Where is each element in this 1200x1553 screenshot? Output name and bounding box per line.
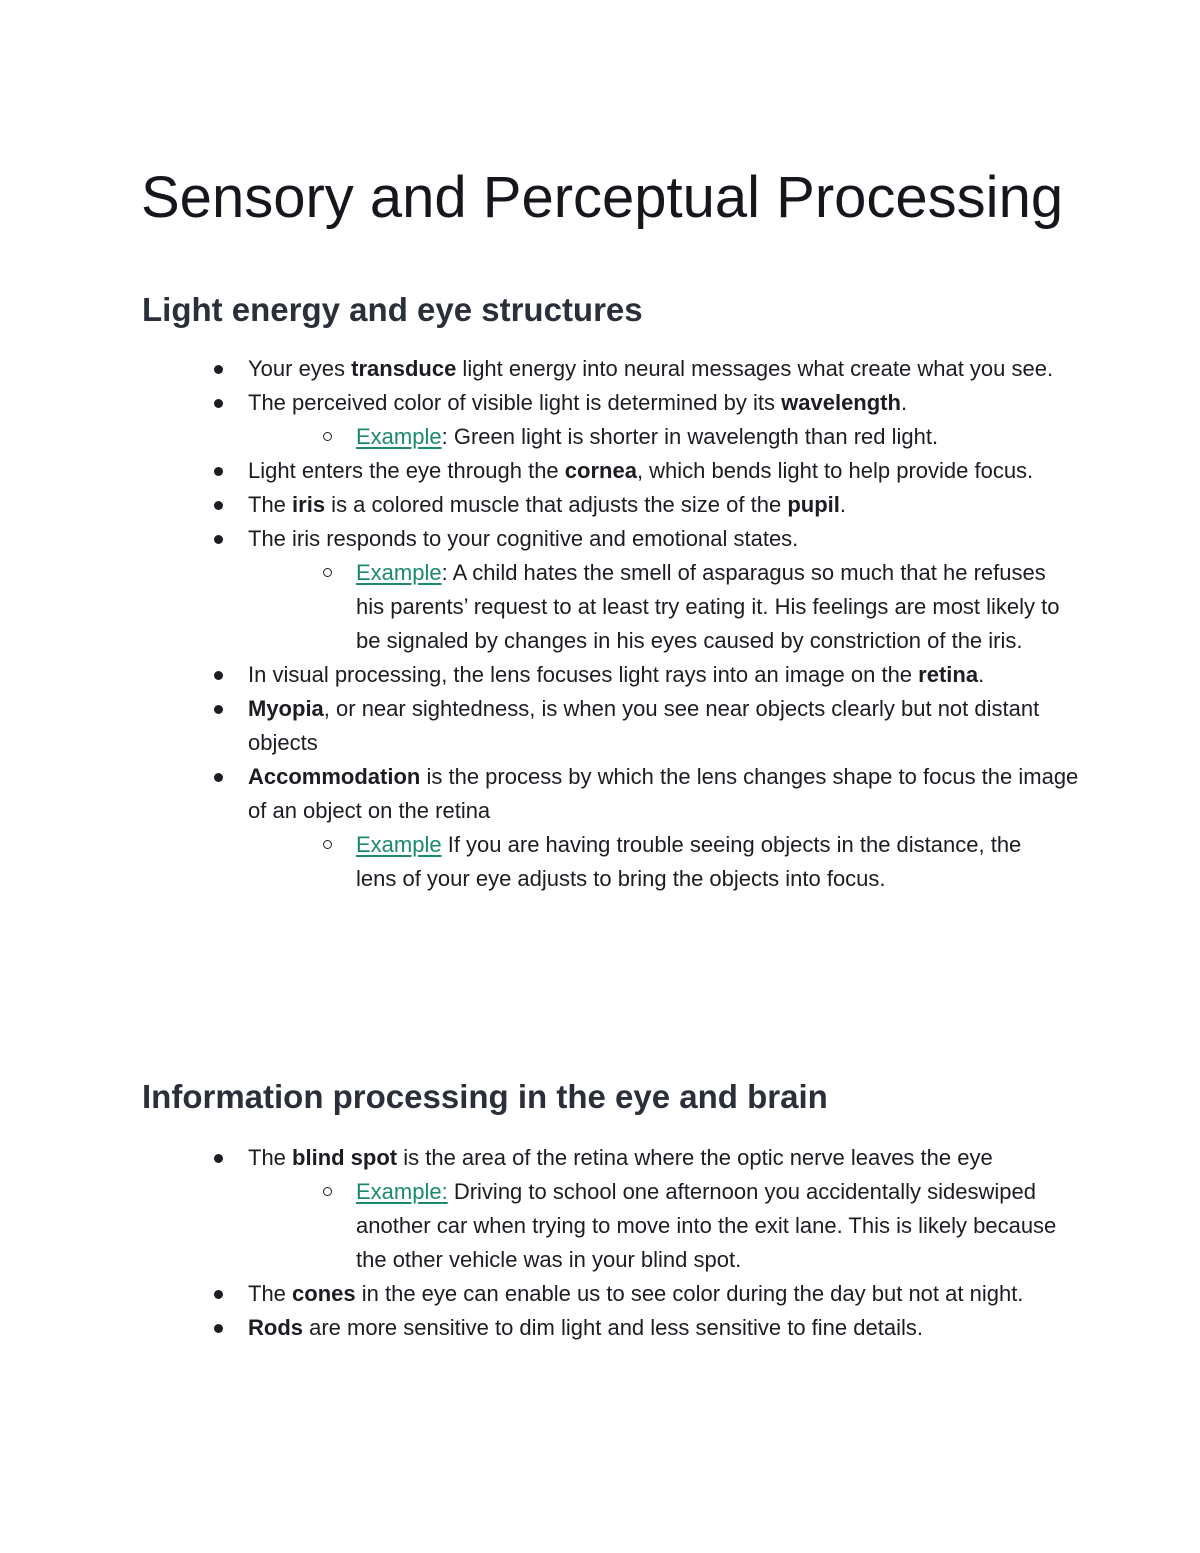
section-heading: Information processing in the eye and brain: [142, 1078, 828, 1115]
example-link[interactable]: Example: [356, 832, 442, 857]
section-heading: Light energy and eye structures: [142, 291, 643, 328]
list-item: In visual processing, the lens focuses light rays into an image on the retina.: [142, 658, 1082, 692]
example-link[interactable]: Example: [356, 424, 442, 449]
list-item: Accommodation is the process by which the lens changes shape to focus the image of an object on the retina: [142, 760, 1082, 828]
section-light-energy: [142, 290, 1082, 896]
bullet-list: [142, 1141, 1082, 1345]
sub-list-item: Example If you are having trouble seeing objects in the distance, the lens of your eye adjusts to bring the objects into focus.: [142, 828, 1082, 896]
sub-list-item: Example: A child hates the smell of asparagus so much that he refuses his parents’ request to at least try eating it. His feelings are most likely to be signaled by changes in his eyes caused by constriction of the iris.: [142, 556, 1082, 658]
list-item: The blind spot is the area of the retina where the optic nerve leaves the eye: [142, 1141, 1082, 1175]
list-item: The cones in the eye can enable us to see color during the day but not at night.: [142, 1277, 1082, 1311]
example-link[interactable]: Example:: [356, 1179, 448, 1204]
list-item: Your eyes transduce light energy into neural messages what create what you see.: [142, 352, 1082, 386]
section-information-processing: [142, 1077, 1082, 1345]
sub-list-item: Example: Green light is shorter in wavelength than red light.: [142, 420, 1082, 454]
list-item: Light enters the eye through the cornea, which bends light to help provide focus.: [142, 454, 1082, 488]
bullet-list: [142, 352, 1082, 896]
page-title: Sensory and Perceptual Processing: [141, 165, 1064, 230]
sub-list-item: Example: Driving to school one afternoon you accidentally sideswiped another car when trying to move into the exit lane. This is likely because the other vehicle was in your blind spot.: [142, 1175, 1082, 1277]
list-item: The iris is a colored muscle that adjusts the size of the pupil.: [142, 488, 1082, 522]
list-item: Myopia, or near sightedness, is when you see near objects clearly but not distant objects: [142, 692, 1082, 760]
list-item: Rods are more sensitive to dim light and less sensitive to fine details.: [142, 1311, 1082, 1345]
list-item: The iris responds to your cognitive and emotional states.: [142, 522, 1082, 556]
list-item: The perceived color of visible light is determined by its wavelength.: [142, 386, 1082, 420]
example-link[interactable]: Example: [356, 560, 442, 585]
